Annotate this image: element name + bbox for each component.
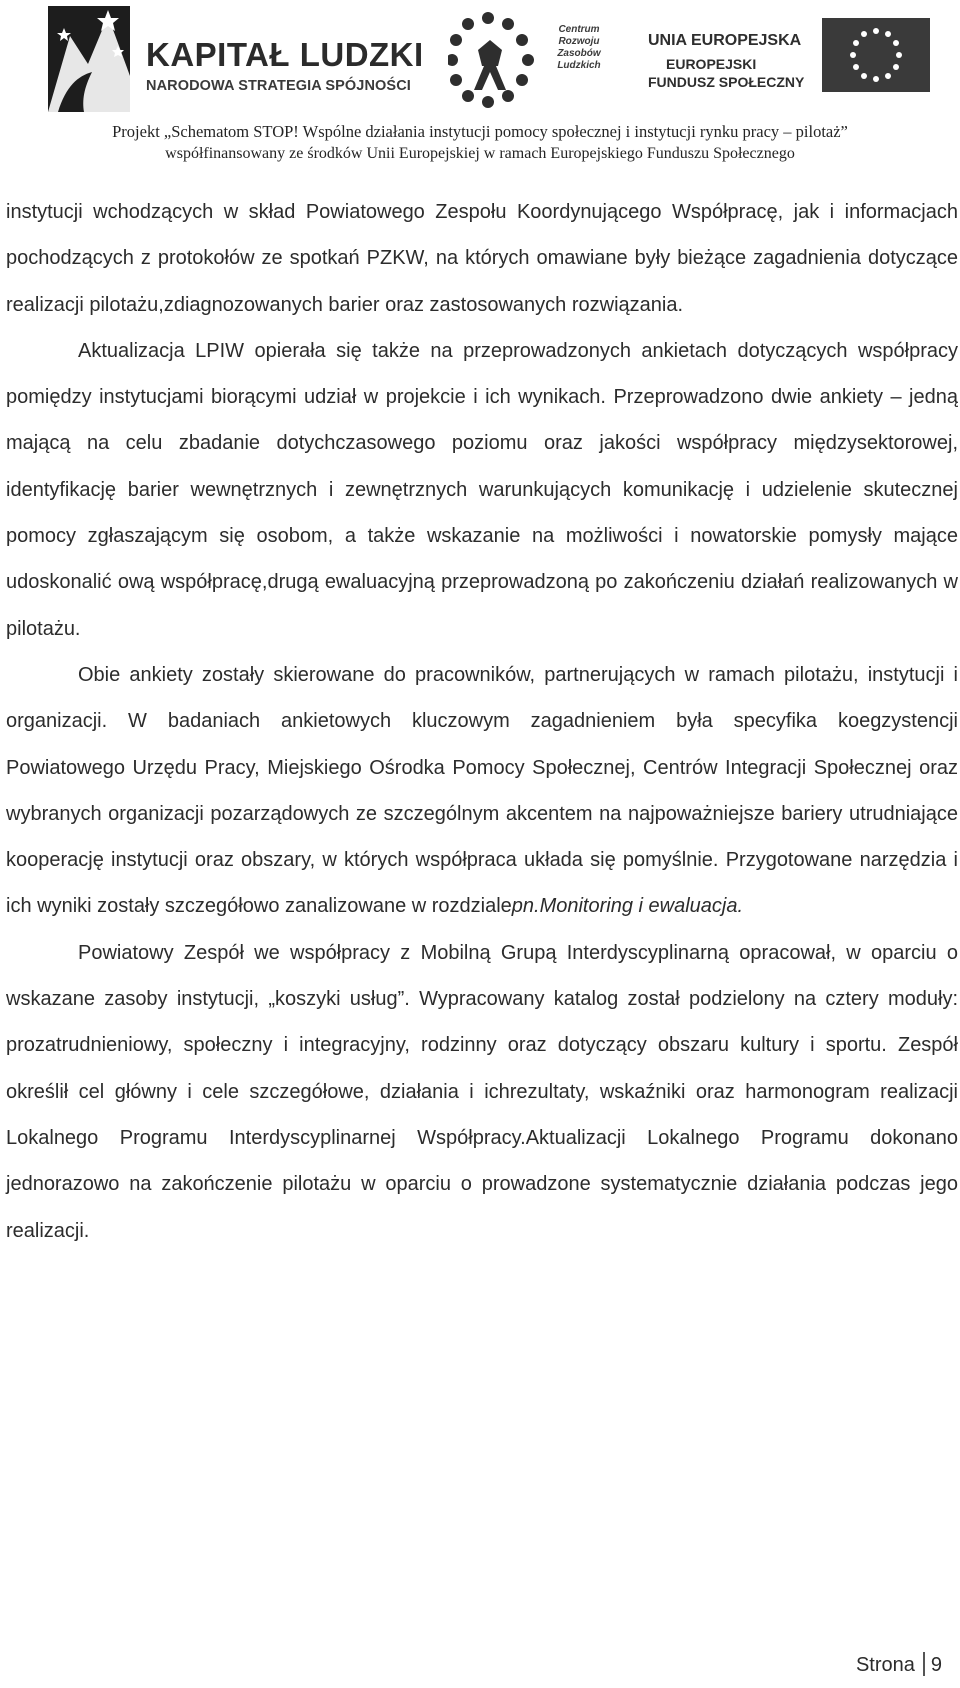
ue-efs-logo	[640, 14, 940, 114]
project-title-line: Projekt „Schematom STOP! Wspólne działania instytucji pomocy społecznej i instytucji rynku pracy – pilotaż”	[112, 122, 848, 141]
chapter-reference: pn.Monitoring i ewaluacja.	[511, 895, 744, 918]
paragraph-2: Aktualizacja LPIW opierała się także na przeprowadzonych ankietach dotyczących współpracy pomiędzy instytucjami biorącymi udział w projekcie i ich wynikach. Przeprowadzono dwie ankiety – jedną mającą na celu zbadanie dotychczasowego poziomu oraz jakości współpracy międzysektorowej, identyfikację barier wewnętrznych i zewnętrznych warunkujących komunikację i udzielenie skutecznej pomocy zgłaszającym się osobom, a także wskazanie na możliwości i nowatorskie pomysły mające udoskonalić ową współpracę,drugą ewaluacyjną przeprowadzoną po zakończeniu działań realizowanych w pilotażu.	[6, 339, 958, 640]
page-label: Strona	[855, 1654, 915, 1676]
paragraph-1: instytucji wchodzących w skład Powiatowego Zespołu Koordynującego Współpracę, jak i informacjach pochodzących z protokołów ze spotkań PZKW, na których omawiane były bieżące zagadnienia dotyczące realizacji pilotażu,zdiagnozowanych barier oraz zastosowanych rozwiązania.	[6, 201, 958, 316]
czrl-line: Ludzkich	[557, 60, 601, 71]
ue-line-fund: FUNDUSZ SPOŁECZNY	[648, 74, 805, 90]
czrl-logo	[448, 10, 608, 120]
kapital-ludzki-title: KAPITAŁ LUDZKI	[146, 36, 424, 73]
kapital-ludzki-logo	[20, 4, 424, 116]
czrl-line: Rozwoju	[558, 36, 600, 47]
czrl-name	[544, 24, 614, 72]
page-footer	[856, 1652, 942, 1677]
project-funding-line: współfinansowany ze środków Unii Europejskiej w ramach Europejskiego Funduszu Społecznego	[165, 145, 795, 162]
ue-line-european: EUROPEJSKI	[666, 56, 757, 72]
page-header	[0, 0, 960, 160]
page-divider	[923, 1652, 925, 1676]
document-body	[6, 189, 958, 1254]
kapital-ludzki-subtitle: NARODOWA STRATEGIA SPÓJNOŚCI	[146, 78, 411, 94]
eu-flag-icon	[822, 18, 930, 92]
czrl-star-icon	[448, 10, 544, 120]
kapital-ludzki-emblem	[48, 6, 130, 112]
paragraph-3-text: Obie ankiety zostały skierowane do pracowników, partnerujących w ramach pilotażu, instytucji i organizacji. W badaniach ankietowych kluczowym zagadnieniem była specyfika koegzystencji Powiatowego Urzędu Pracy, Miejskiego Ośrodka Pomocy Społecznej, Centrów Integracji Społecznej oraz wybranych organizacji pozarządowych ze szczególnym akcentem na najpoważniejsze bariery utrudniające kooperację instytucji oraz obszary, w których współpraca układa się pomyślnie. Przygotowane narzędzia i ich wyniki zostały szczegółowo zanalizowane w rozdziale	[6, 663, 958, 918]
paragraph-3	[6, 652, 958, 930]
czrl-line: Centrum	[558, 24, 600, 35]
czrl-line: Zasobów	[557, 48, 601, 59]
ue-line-union: UNIA EUROPEJSKA	[648, 32, 802, 49]
paragraph-4: Powiatowy Zespół we współpracy z Mobilną Grupą Interdyscyplinarną opracował, w oparciu o wskazane zasoby instytucji, „koszyki usług”. Wypracowany katalog został podzielony na cztery moduły: prozatrudnieniowy, społeczny i integracyjny, rodzinny oraz dotyczący obszaru kultury i sportu. Zespół określił cel główny i cele szczegółowe, działania i ichrezultaty, wskaźniki oraz harmonogram realizacji Lokalnego Programu Interdyscyplinarnej Współpracy.Aktualizacji Lokalnego Programu dokonano jednorazowo na zakończenie pilotażu w oparciu o prowadzone systematycznie działania podczas jego realizacji.	[6, 941, 958, 1242]
page-number: 9	[930, 1654, 942, 1676]
